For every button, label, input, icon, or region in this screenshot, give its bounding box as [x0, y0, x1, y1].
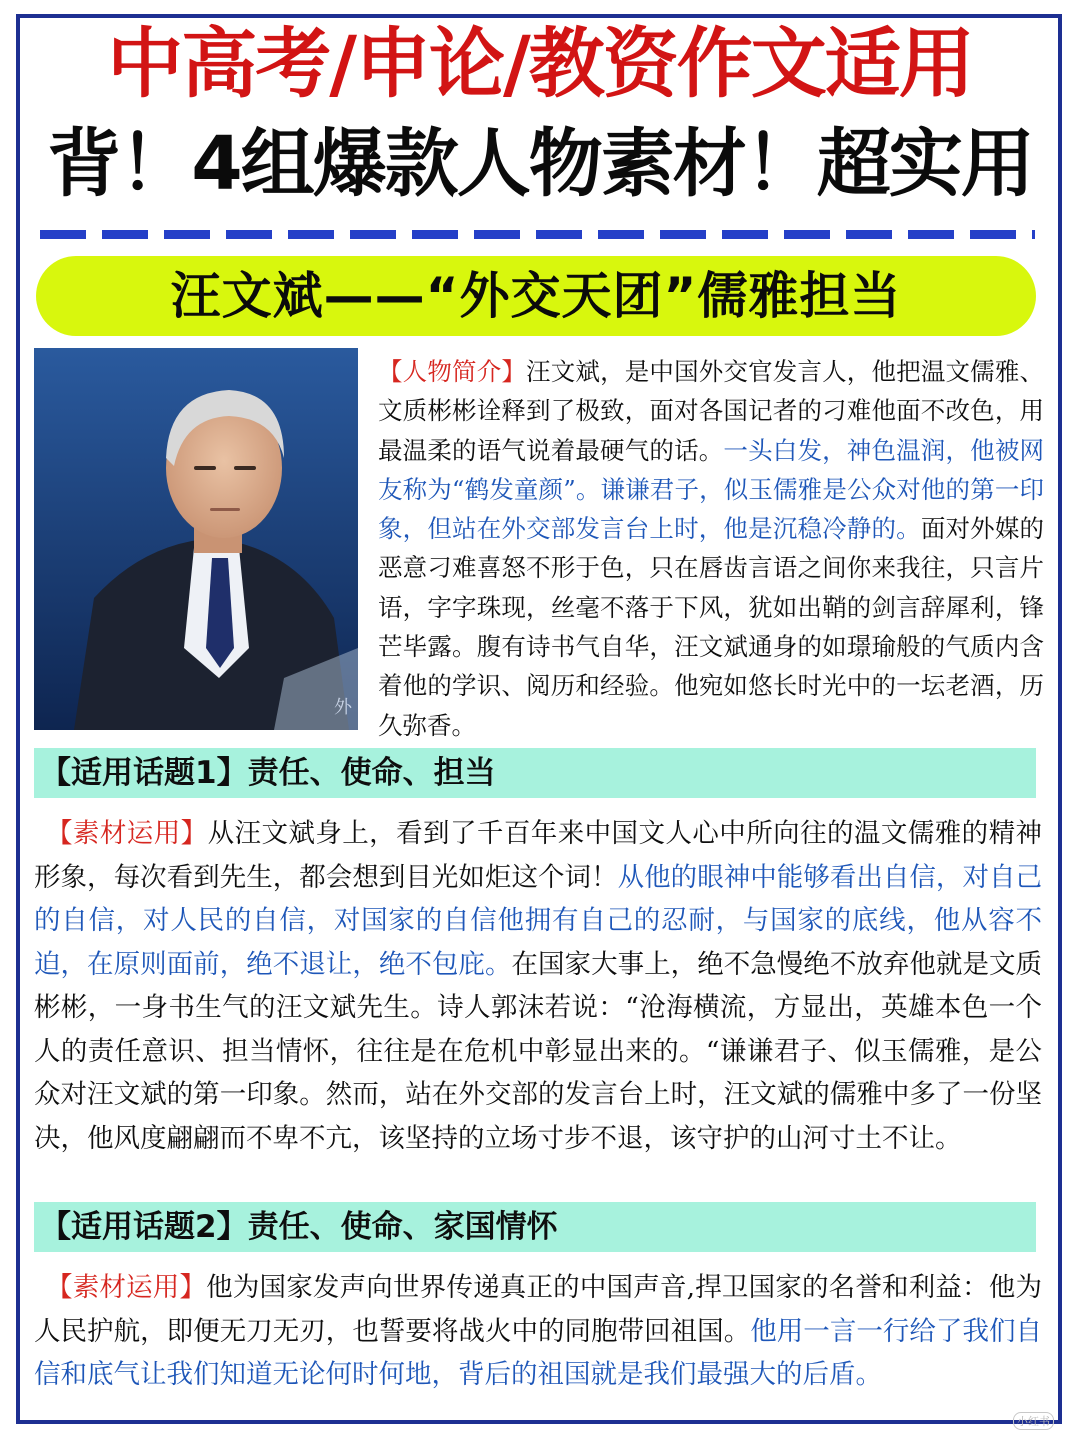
topic-header-1: 【适用话题1】责任、使命、担当 — [34, 748, 1036, 798]
portrait-illustration — [34, 348, 358, 730]
person-banner: 汪文斌——“外交天团”儒雅担当 — [36, 256, 1036, 336]
material-highlight-1: 从他的眼神中能够看出自信，对自己的自信，对人民的自信，对国家的自信他拥有自己的忍耐，与国家的底线，他从容不迫，在原则面前，绝不退让，绝不包庇。 — [34, 861, 1043, 980]
intro-text: 汪文斌，是中国外交官发言人，他把温文儒雅、文质彬彬诠释到了极致，面对各国记者的刁难他面不改色，用最温柔的语气说着最硬气的话。 — [378, 357, 1045, 465]
dashed-divider — [40, 230, 1035, 239]
material-paragraph-1 — [34, 812, 1042, 1160]
intro-text-continued: 面对外媒的恶意刁难喜怒不形于色，只在唇齿言语之间你来我往，只言片语，字字珠现，丝毫不落于下风，犹如出鞘的剑言辞犀利，锋芒毕露。腹有诗书气自华，汪文斌通身的如璟瑜般的气质内含着他的学识、阅历和经验。他宛如悠长时光中的一坛老酒，历久弥香。 — [378, 514, 1045, 740]
material-tag-1: 【素材运用】 — [46, 818, 208, 849]
intro-tag: 【人物简介】 — [378, 357, 527, 386]
intro-paragraph — [378, 352, 1044, 745]
intro-highlight: 一头白发，神色温润，他被网友称为“鹤发童颜”。谦谦君子，似玉儒雅是公众对他的第一印象，但站在外交部发言台上时，他是沉稳冷静的。 — [378, 435, 1044, 544]
portrait-photo — [34, 348, 358, 730]
photo-watermark: 外 — [334, 697, 352, 718]
material-text-2: 他为国家发声向世界传递真正的中国声音,捍卫国家的名誉和利益：他为人民护航，即便无刀无刃，也誓要将战火中的同胞带回祖国。 — [34, 1272, 1042, 1347]
material-highlight-2: 他用一言一行给了我们自信和底气让我们知道无论何时何地，背后的祖国就是我们最强大的后盾。 — [34, 1315, 1043, 1390]
topic-header-2: 【适用话题2】责任、使命、家国情怀 — [34, 1202, 1036, 1252]
material-text-1-continued: 在国家大事上，绝不急慢绝不放弃他就是文质彬彬，一身书生气的汪文斌先生。诗人郭沫若说：“沧海横流，方显出，英雄本色一个人的责任意识、担当情怀，往往是在危机中彰显出来的。“谦谦君子、似玉儒雅，是公众对汪文斌的第一印象。然而，站在外交部的发言台上时，汪文斌的儒雅中多了一份坚决，他风度翩翩而不卑不亢，该坚持的立场寸步不退，该守护的山河寸土不让。 — [34, 948, 1043, 1154]
material-tag-2: 【素材运用】 — [46, 1272, 207, 1303]
page-subtitle: 背！4组爆款人物素材！超实用 — [47, 121, 1033, 207]
material-text-1: 从汪文斌身上，看到了千百年来中国文人心中所向往的温文儒雅的精神形象，每次看到先生，都会想到目光如炬这个词！ — [34, 818, 1043, 893]
material-paragraph-2 — [34, 1266, 1042, 1397]
page-title: 中高考/申论/教资作文适用 — [107, 19, 973, 108]
footer-watermark: 小红书 — [1013, 1412, 1054, 1430]
